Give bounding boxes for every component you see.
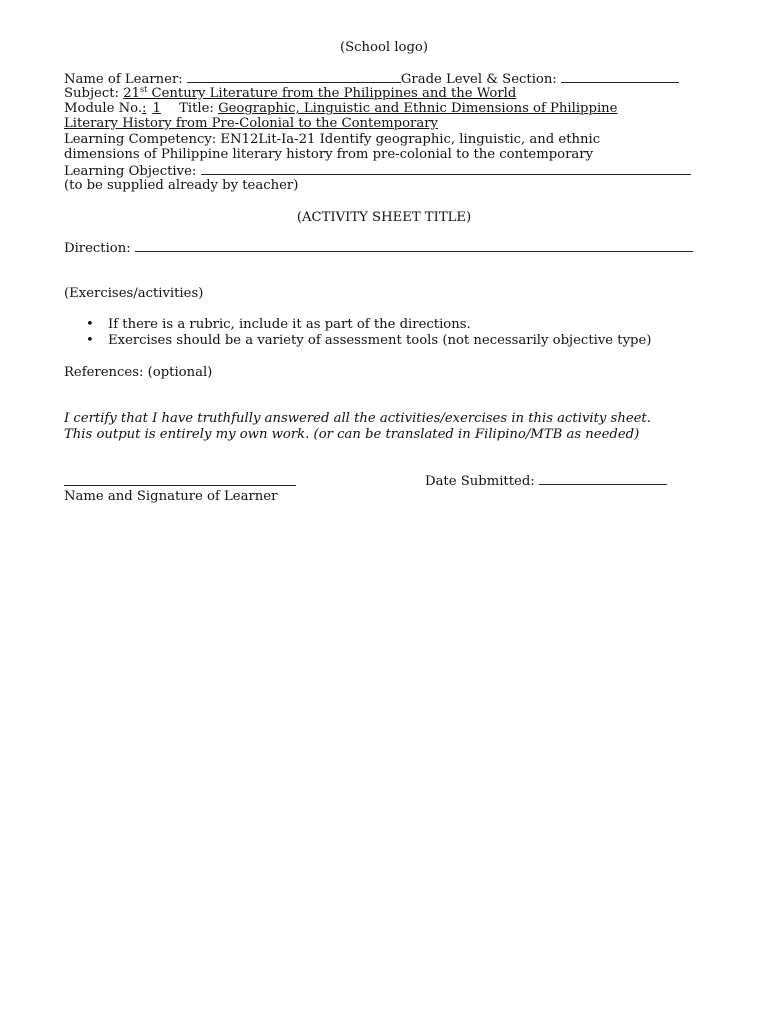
module-label: Module No. — [64, 101, 143, 116]
subject-value: 21st Century Literature from the Philippines and the World — [123, 85, 517, 101]
module-number: 1 — [152, 101, 161, 116]
grade-section-blank[interactable] — [561, 71, 679, 83]
module-row — [64, 101, 617, 117]
list-item — [86, 332, 652, 349]
learner-name-label: Name of Learner: — [64, 72, 183, 87]
date-submitted-row — [425, 473, 667, 490]
signature-blank[interactable] — [64, 485, 296, 486]
objective-blank[interactable] — [201, 163, 691, 175]
list-item-text: If there is a rubric, include it as part of the directions. — [108, 317, 471, 332]
title-line-1: Geographic, Linguistic and Ethnic Dimensions of Philippine — [218, 101, 618, 116]
objective-label: Learning Objective: — [64, 164, 197, 179]
references-label: References: (optional) — [64, 365, 213, 380]
title-label: Title: — [179, 101, 214, 116]
subject-label: Subject: — [64, 86, 119, 101]
learner-name-blank[interactable] — [187, 71, 401, 83]
module-colon: : — [142, 101, 147, 116]
direction-label: Direction: — [64, 241, 131, 256]
signature-label: Name and Signature of Learner — [64, 489, 278, 504]
bullet-icon: • — [86, 317, 94, 332]
grade-section-label: Grade Level & Section: — [400, 72, 557, 87]
certification-line-2: This output is entirely my own work. (or can be translated in Filipino/MTB as needed) — [64, 427, 640, 442]
date-submitted-blank[interactable] — [539, 473, 667, 485]
list-item-text: Exercises should be a variety of assessment tools (not necessarily objective type) — [108, 332, 652, 348]
objective-note: (to be supplied already by teacher) — [64, 178, 299, 193]
competency-line-2: dimensions of Philippine literary history from pre-colonial to the contemporary — [64, 147, 594, 162]
school-logo-placeholder: (School logo) — [339, 40, 429, 55]
direction-row — [64, 240, 693, 257]
list-item — [86, 317, 651, 333]
competency-line-1: Learning Competency: EN12Lit-Ia-21 Identify geographic, linguistic, and ethnic — [64, 132, 601, 147]
title-line-2: Literary History from Pre-Colonial to the Contemporary — [64, 116, 438, 131]
exercises-label: (Exercises/activities) — [64, 286, 204, 301]
date-submitted-label: Date Submitted: — [425, 474, 535, 489]
bullet-icon: • — [86, 332, 94, 348]
certification-line-1: I certify that I have truthfully answered all the activities/exercises in this activity sheet. — [64, 411, 651, 426]
direction-blank[interactable] — [135, 240, 693, 252]
instructions-list — [64, 317, 651, 348]
activity-sheet-title: (ACTIVITY SHEET TITLE) — [296, 210, 472, 225]
subject-row — [64, 86, 516, 102]
